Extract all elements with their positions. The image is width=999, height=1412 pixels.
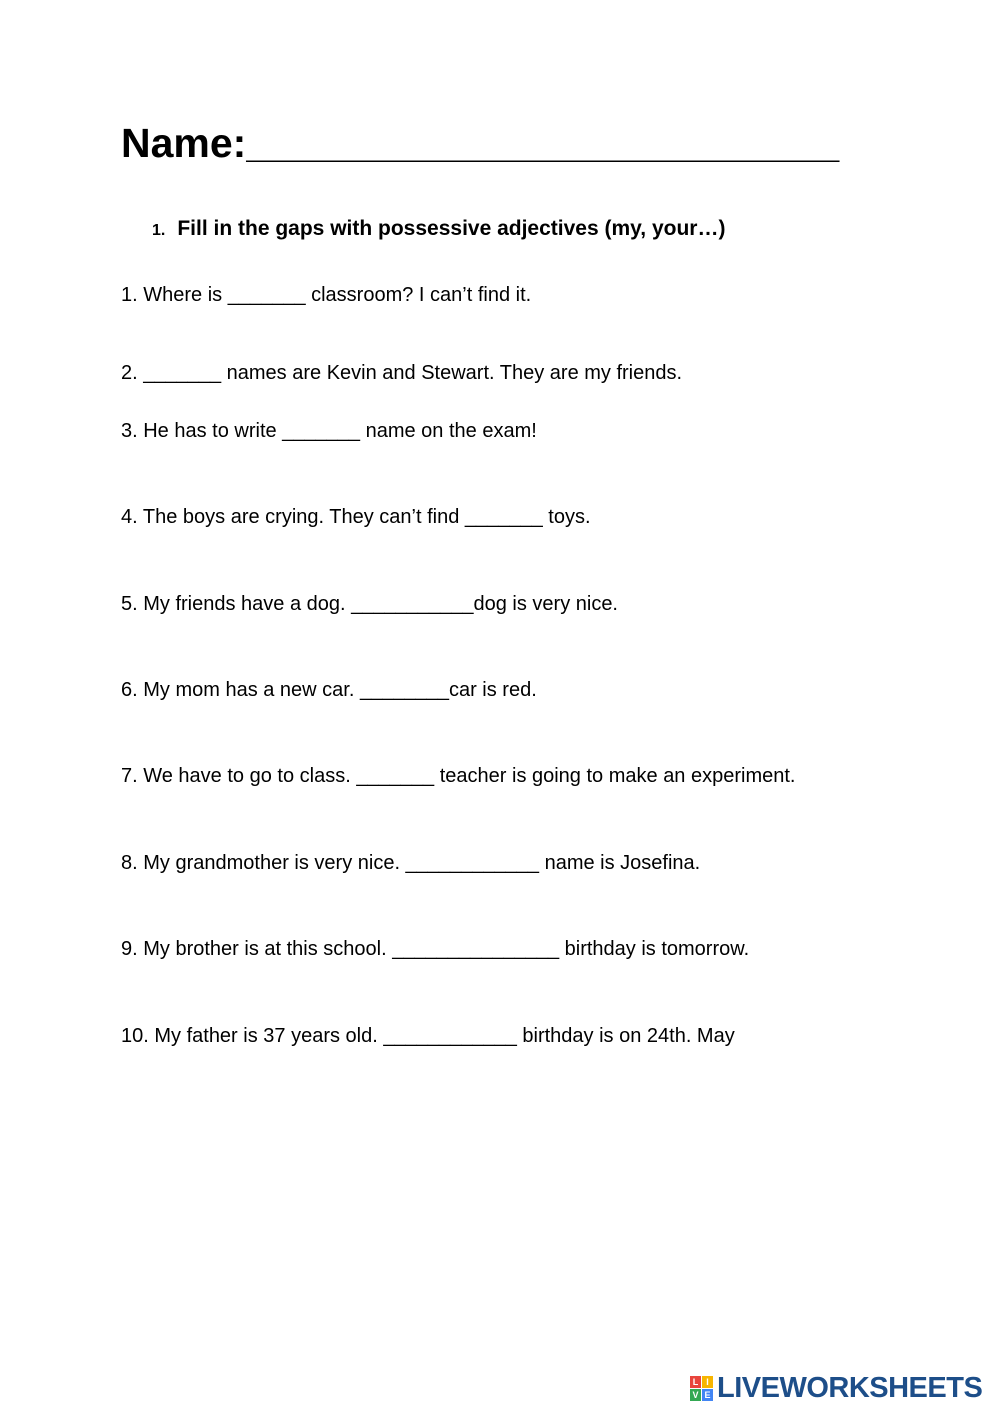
logo-mark-icon: L I V E [690, 1376, 714, 1402]
question-5: 5. My friends have a dog. ___________dog is very nice. [121, 593, 618, 615]
question-3: 3. He has to write _______ name on the exam! [121, 420, 537, 442]
question-7: 7. We have to go to class. _______ teacher is going to make an experiment. [121, 765, 796, 787]
question-2: 2. _______ names are Kevin and Stewart. They are my friends. [121, 362, 683, 384]
instruction-number: 1. [152, 222, 166, 239]
instruction-text: Fill in the gaps with possessive adjectives (my, your…) [177, 217, 726, 240]
exercise-instruction [152, 217, 725, 241]
question-10: 10. My father is 37 years old. ____________ birthday is on 24th. May [121, 1025, 735, 1047]
question-8: 8. My grandmother is very nice. ____________ name is Josefina. [121, 852, 701, 874]
logo-text: LIVEWORKSHEETS [717, 1372, 983, 1404]
question-1: 1. Where is _______ classroom? I can’t find it. [121, 284, 532, 306]
name-field-line: Name:__________________________ [121, 120, 840, 166]
question-6: 6. My mom has a new car. ________car is red. [121, 679, 537, 701]
question-9: 9. My brother is at this school. _______________ birthday is tomorrow. [121, 938, 750, 960]
liveworksheets-logo [690, 1372, 982, 1405]
question-4: 4. The boys are crying. They can’t find _______ toys. [121, 506, 591, 528]
